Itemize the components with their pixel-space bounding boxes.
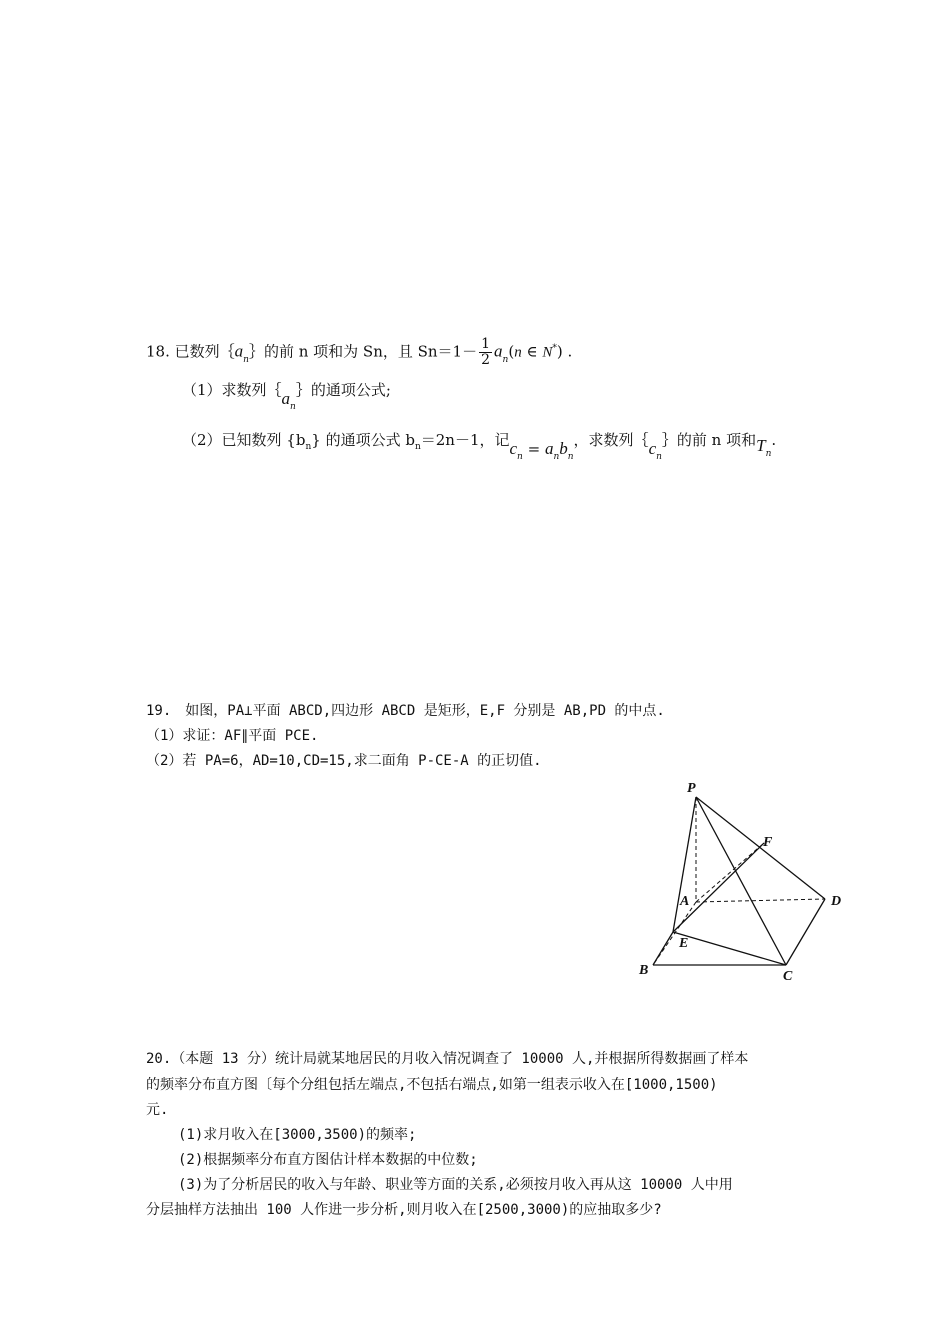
q18-part2: （2）已知数列 $\{b_n\}$ 的通项公式 $b_n=2n-1$，记$c_n = a_nb_n$，求数列$\{c_n\}$的前 n 项和$T_n$. <box>182 431 777 462</box>
label-d: D <box>831 894 842 909</box>
label-c: C <box>783 969 793 984</box>
label-f: F <box>763 835 773 850</box>
label-p: P <box>687 781 696 796</box>
label-a: A <box>680 894 690 909</box>
q18-stem: 18. 已数列$\{a_n\}$的前 n 项和为 Sn，且 Sn＝1－ $\frac{1}{2}$ $a_n(n$ ∈ N*) . <box>146 336 573 368</box>
q19-part1: （1）求证：AF∥平面 PCE. <box>146 728 319 744</box>
pyramid-diagram <box>630 775 870 995</box>
q18-part1: （1）求数列$\{a_n\}$的通项公式; <box>182 381 391 412</box>
q20-part3-b: 分层抽样方法抽出 100 人作进一步分析,则月收入在[2500,3000)的应抽取多少? <box>146 1202 662 1218</box>
fraction-one-half: $\frac{1}{2}$ <box>481 336 491 368</box>
q18-number: 18. <box>146 342 170 361</box>
q20-part1: (1)求月收入在[3000,3500)的频率; <box>178 1127 417 1143</box>
q20-stem-1: 20.（本题 13 分）统计局就某地居民的月收入情况调查了 10000 人,并根据所得数据画了样本 <box>146 1051 749 1067</box>
q20-part3-a: (3)为了分析居民的收入与年龄、职业等方面的关系,必须按月收入再从这 10000 人中用 <box>178 1177 733 1193</box>
q20-stem-2: 的频率分布直方图〔每个分组包括左端点,不包括右端点,如第一组表示收入在[1000,1500) <box>146 1077 718 1093</box>
label-b: B <box>639 963 649 978</box>
q19-stem: 19. 如图，PA⊥平面 ABCD,四边形 ABCD 是矩形，E,F 分别是 AB,PD 的中点. <box>146 703 665 719</box>
label-e: E <box>679 936 689 951</box>
q20-part2: (2)根据频率分布直方图估计样本数据的中位数; <box>178 1152 478 1168</box>
q19-part2: （2）若 PA=6，AD=10,CD=15,求二面角 P-CE-A 的正切值. <box>146 753 542 769</box>
q20-stem-3: 元. <box>146 1102 169 1118</box>
